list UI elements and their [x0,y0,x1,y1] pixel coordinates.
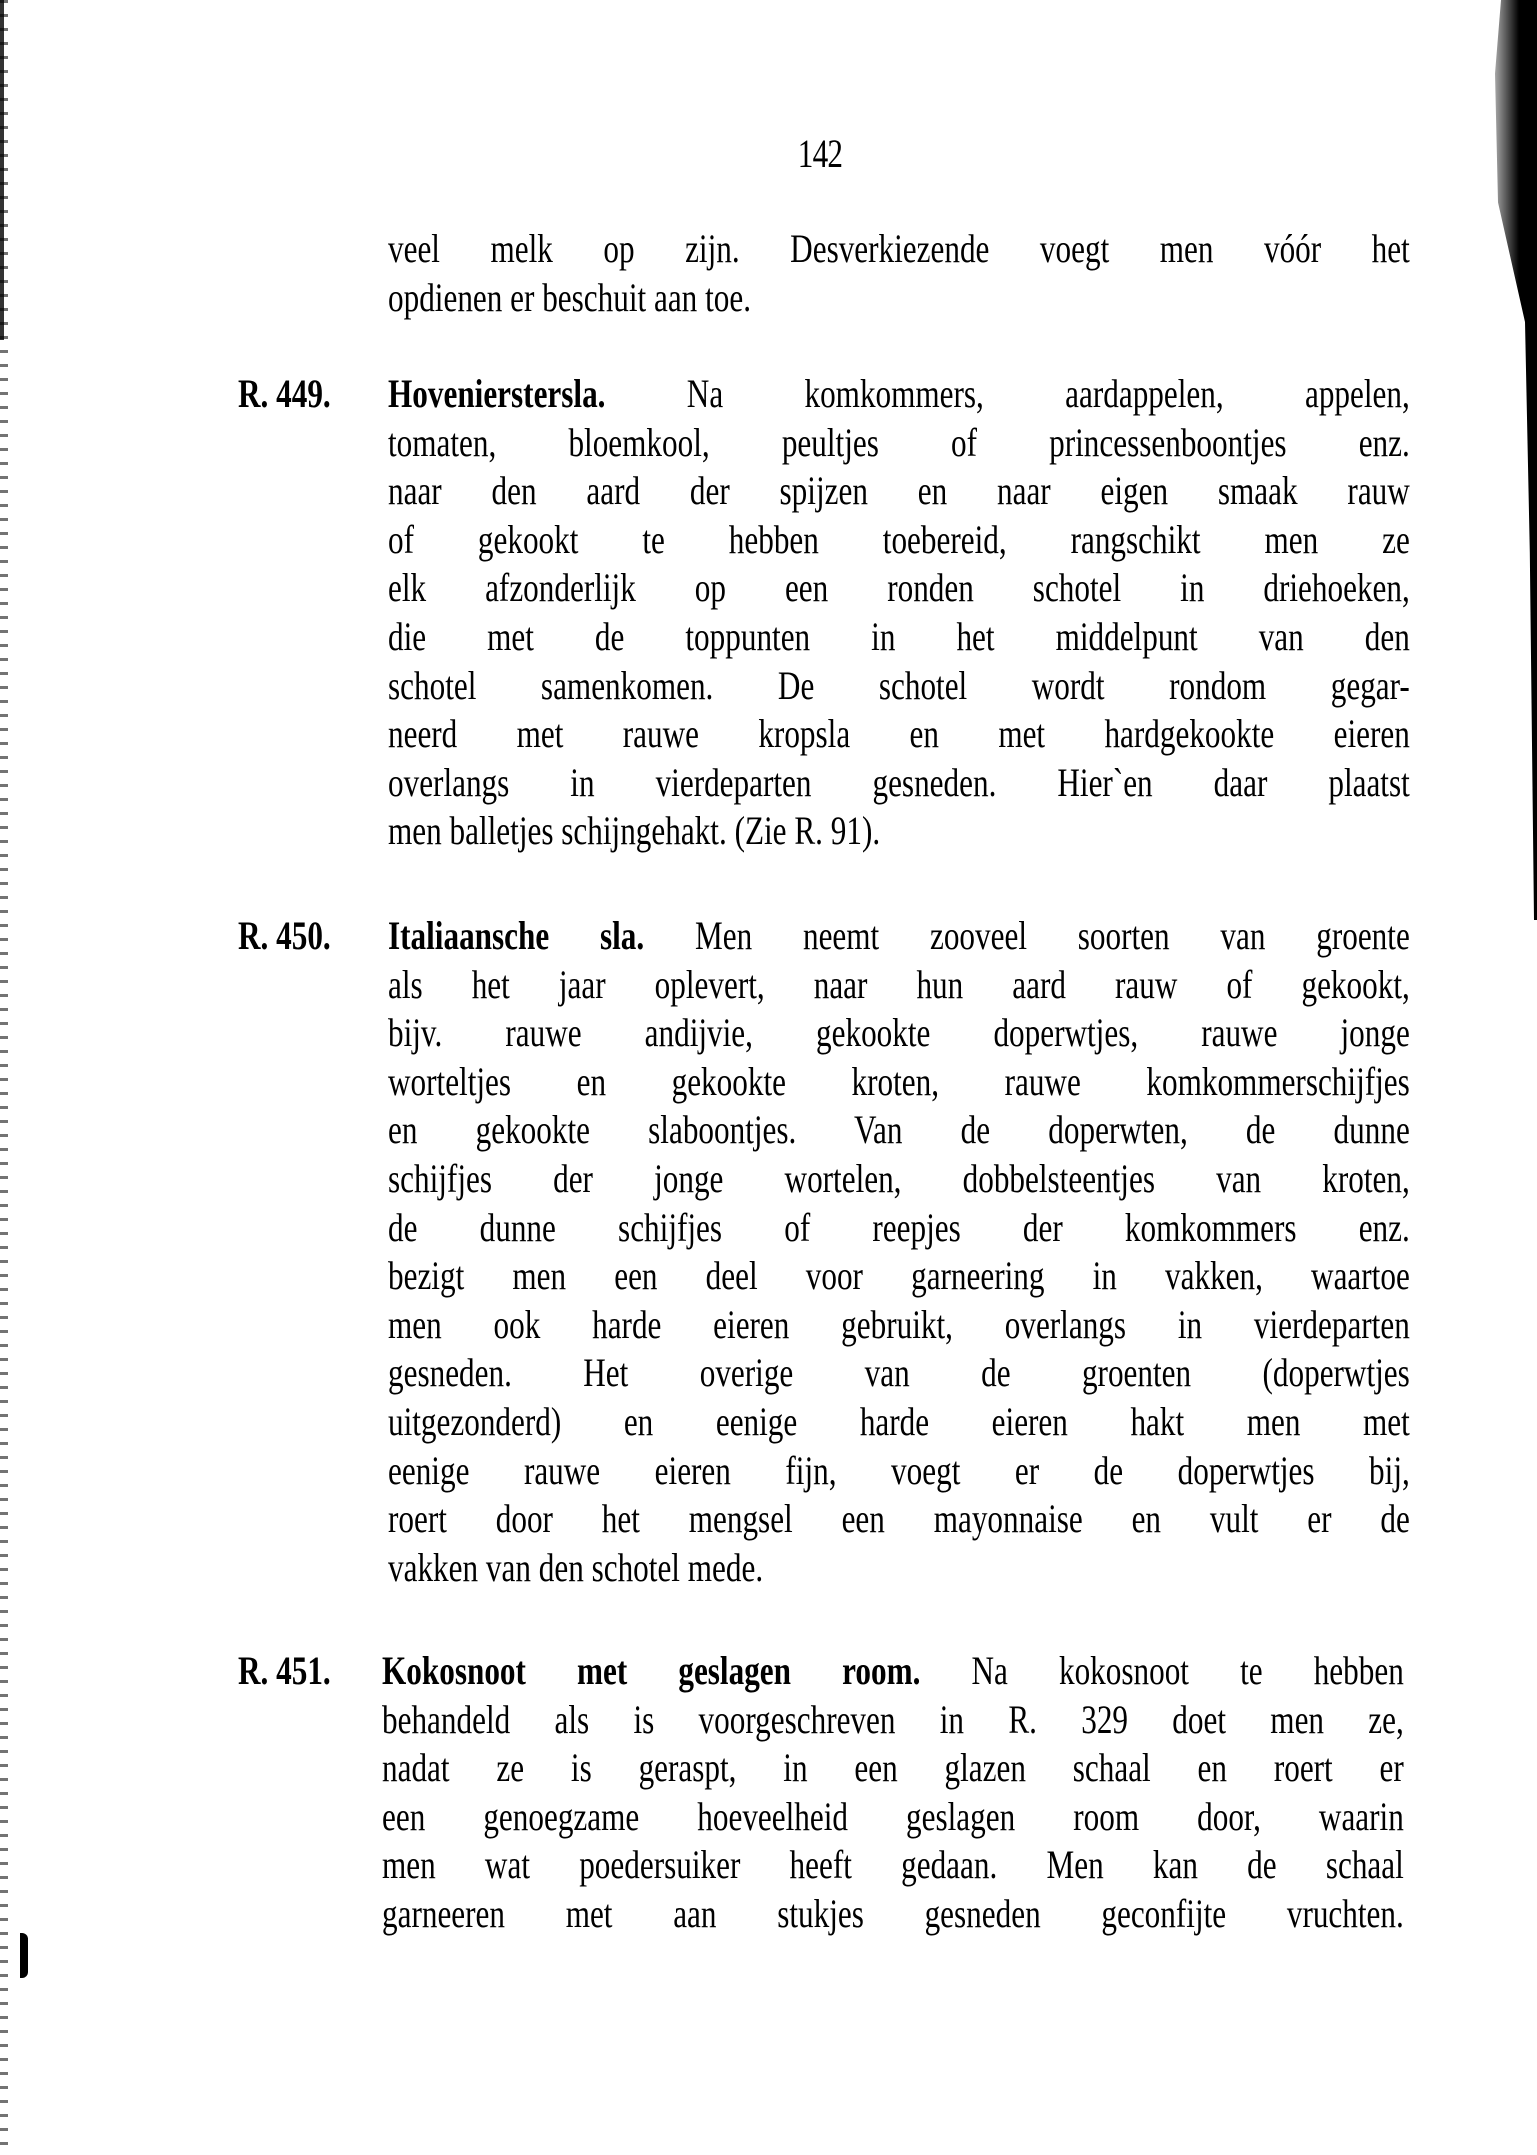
recipe-449 [388,370,1410,856]
text-line: uitgezonderd) en eenige harde eieren hakt men met [388,1398,1410,1444]
text-line: die met de toppunten in het middelpunt van den [388,613,1410,659]
recipe-number: R. 449. [238,371,331,416]
text-line: Italiaansche sla. Men neemt zooveel soorten van groente [388,913,1410,958]
page-number: 142 [797,131,843,176]
recipe-title: Italiaansche sla. [388,913,645,958]
text-line: tomaten, bloemkool, peultjes of princessenboontjes enz. [388,419,1410,465]
recipe-title: Kokosnoot met geslagen room. [382,1648,921,1693]
recipe-number: R. 450. [238,913,331,958]
recipe-title: Hovenierstersla. [388,371,606,416]
text-line: men ook harde eieren gebruikt, overlangs in vierdeparten [388,1301,1410,1347]
text-line: gesneden. Het overige van de groenten (doperwtjes [388,1350,1410,1396]
text-line: men wat poedersuiker heeft gedaan. Men kan de schaal [382,1842,1404,1888]
text-line: als het jaar oplevert, naar hun aard rauw of gekookt, [388,961,1410,1007]
scan-edge-mark [20,1933,28,1978]
text-line: garneeren met aan stukjes gesneden geconfijte vruchten. [382,1890,1404,1936]
text-line: behandeld als is voorgeschreven in R. 329 doet men ze, [382,1696,1404,1742]
text-line: bijv. rauwe andijvie, gekookte doperwtjes, rauwe jonge [388,1010,1410,1056]
text-line: nadat ze is geraspt, in een glazen schaal en roert er [382,1745,1404,1791]
text-line: neerd met rauwe kropsla en met hardgekookte eieren [388,711,1410,757]
text-line: Hovenierstersla. Na komkommers, aardappelen, appelen, [388,371,1410,416]
text-line: men balletjes schijngehakt. (Zie R. 91). [388,808,881,854]
text-line: en gekookte slaboontjes. Van de doperwten, de dunne [388,1107,1410,1153]
text-line: worteltjes en gekookte kroten, rauwe komkommerschijfjes [388,1058,1410,1104]
text-line: schijfjes der jonge wortelen, dobbelsteentjes van kroten, [388,1155,1410,1201]
recipe-450 [388,912,1410,1592]
recipe-451 [382,1647,1404,1939]
text-line: Kokosnoot met geslagen room. Na kokosnoot te hebben [382,1648,1404,1693]
text-line: schotel samenkomen. De schotel wordt rondom gegar- [388,662,1410,708]
text-line: naar den aard der spijzen en naar eigen smaak rauw [388,468,1410,514]
text-line: opdienen er beschuit aan toe. [388,274,751,320]
binding-shadow [1477,0,1537,920]
text-line: de dunne schijfjes of reepjes der komkommers enz. [388,1204,1410,1250]
text-line: elk afzonderlijk op een ronden schotel in driehoeken, [388,565,1410,611]
text-line: overlangs in vierdeparten gesneden. Hier`en daar plaatst [388,759,1410,805]
text-line: of gekookt te hebben toebereid, rangschikt men ze [388,516,1410,562]
scan-edge-artifact [0,0,8,2155]
text-line: een genoegzame hoeveelheid geslagen room door, waarin [382,1793,1404,1839]
continuation-paragraph [388,225,1410,322]
text-line: eenige rauwe eieren fijn, voegt er de doperwtjes bij, [388,1447,1410,1493]
text-line: vakken van den schotel mede. [388,1544,764,1590]
text-line: veel melk op zijn. Desverkiezende voegt men vóór het [388,226,1410,271]
recipe-number: R. 451. [238,1648,331,1693]
text-line: roert door het mengsel een mayonnaise en vult er de [388,1496,1410,1542]
text-line: bezigt men een deel voor garneering in vakken, waartoe [388,1253,1410,1299]
